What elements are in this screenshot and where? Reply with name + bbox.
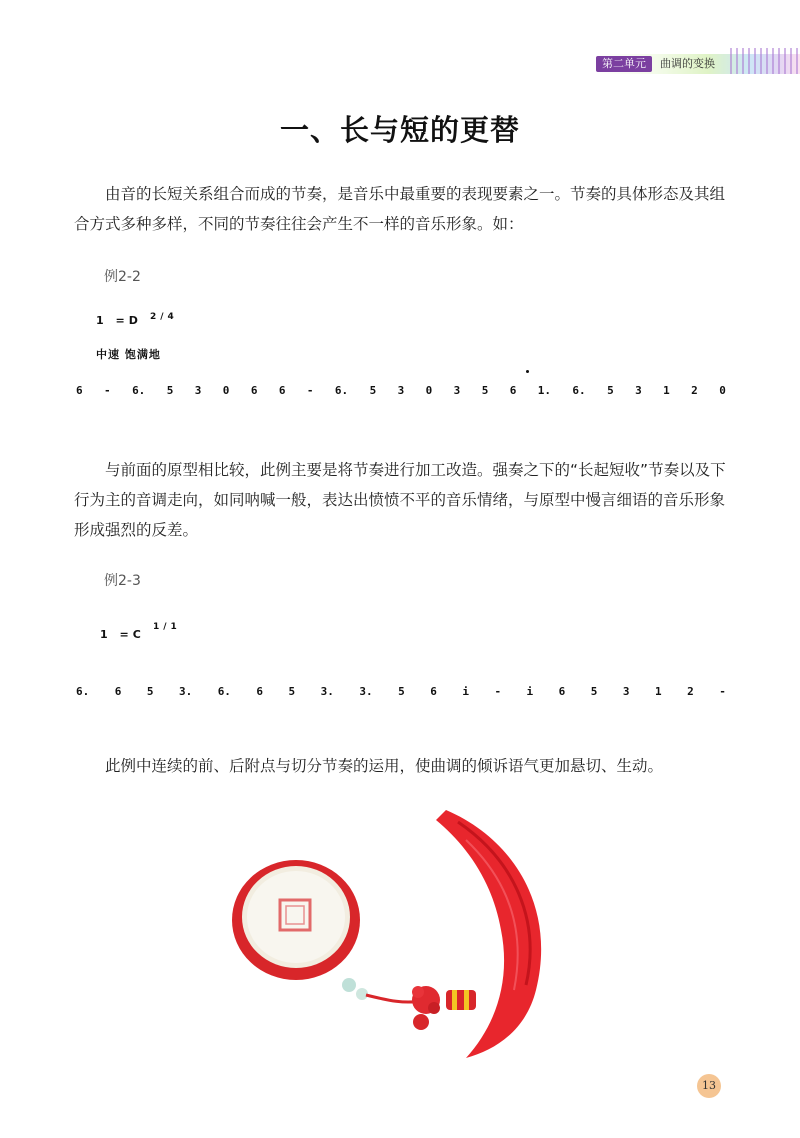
note: - (104, 384, 111, 397)
note: 6. (334, 384, 349, 397)
note: 6 (256, 685, 264, 698)
note: 3. (320, 685, 334, 698)
tempo-marking: 中速 饱满地 (96, 348, 161, 361)
paragraph-intro: 由音的长短关系组合而成的节奏，是音乐中最重要的表现要素之一。节奏的具体形态及其组合方式多种多样，不同的节奏往往会产生不一样的音乐形象。如： (74, 185, 726, 233)
note: 6. (76, 685, 90, 698)
page-number: 13 (697, 1074, 721, 1098)
note: 6 (76, 384, 83, 397)
note: 6 (250, 384, 258, 397)
note: 5 (481, 384, 489, 397)
notation-line (76, 685, 726, 698)
note: 5 (146, 685, 154, 698)
note: 6 (430, 685, 437, 698)
note: 5 (590, 685, 598, 698)
note: 3 (635, 384, 642, 397)
example-label: 例2-2 (104, 269, 141, 285)
note: 3 (194, 384, 202, 397)
note: 2 (691, 384, 698, 397)
note: 1 (654, 685, 662, 698)
section-title: 一、长与短的更替 (279, 113, 520, 147)
note: 3 (622, 685, 630, 698)
note: - (719, 685, 726, 698)
note: 6 (114, 685, 122, 698)
note: 3. (178, 685, 193, 698)
decorative-stripes (730, 48, 800, 74)
note: 0 (719, 384, 726, 397)
note: 3 (397, 384, 405, 397)
octave-dot (526, 370, 529, 373)
key-signature: 1 =C (100, 628, 145, 641)
note: 6 (558, 685, 566, 698)
note: 0 (222, 384, 230, 397)
note: 0 (425, 384, 433, 397)
time-signature: 1/1 (153, 622, 181, 632)
note: 5 (288, 685, 296, 698)
note: 1 (663, 384, 670, 397)
note: 3. (359, 685, 373, 698)
note: 5 (166, 384, 174, 397)
drum-tassel-image (196, 800, 606, 1070)
unit-header (596, 54, 800, 74)
note: 5 (398, 685, 405, 698)
note: 6. (572, 384, 586, 397)
example-label: 例2-3 (104, 573, 141, 589)
note: - (494, 685, 502, 698)
note: 3 (453, 384, 461, 397)
note: 5 (607, 384, 614, 397)
key-signature: 1 =D (96, 314, 142, 327)
note: 1. (537, 384, 551, 397)
time-signature: 2/4 (150, 312, 178, 322)
note: 5 (369, 384, 377, 397)
unit-name: 曲调的变换 (660, 57, 715, 70)
note: 6 (278, 384, 286, 397)
note: - (306, 384, 314, 397)
unit-tag: 第二单元 (596, 56, 652, 72)
note: 6 (509, 384, 517, 397)
note: i (526, 685, 534, 698)
note: 6. (217, 685, 231, 698)
notation-line (76, 384, 726, 397)
paragraph-analysis: 与前面的原型相比较，此例主要是将节奏进行加工改造。强奏之下的“长起短收”节奏以及下行为主的音调走向，如同呐喊一般，表达出愤愤不平的音乐情绪，与原型中慢言细语的音乐形象形成强烈的反差。 (74, 461, 726, 539)
paragraph-conclusion: 此例中连续的前、后附点与切分节奏的运用，使曲调的倾诉语气更加悬切、生动。 (105, 757, 664, 775)
note: i (462, 685, 469, 698)
note: 2 (687, 685, 694, 698)
note: 6. (132, 384, 146, 397)
